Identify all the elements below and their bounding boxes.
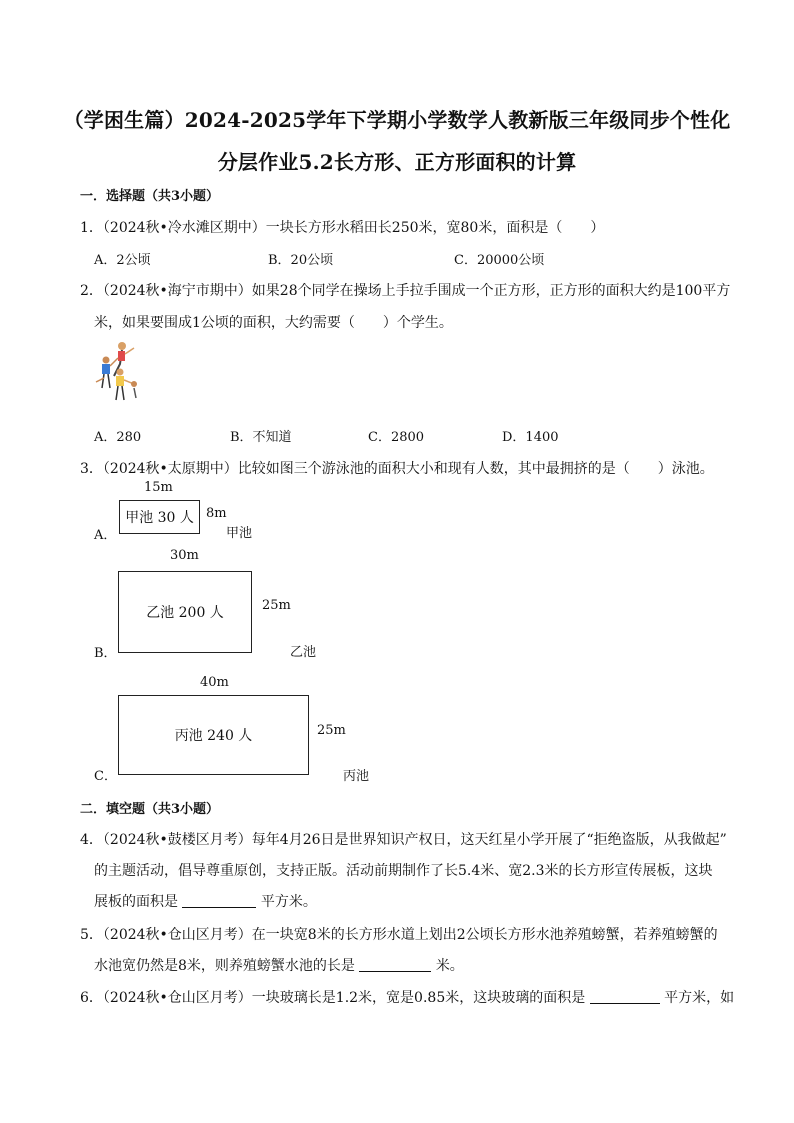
pool-c-option-letter: C．: [94, 769, 117, 784]
pool-b-height-label: 25m: [262, 598, 291, 613]
q5-text-after-blank: 米。: [435, 958, 464, 974]
q1-option-b: B．20公顷: [268, 253, 334, 268]
q1-option-c: C．20000公顷: [454, 253, 545, 268]
question-2-stem-line1: 2．（2024秋•海宁市期中）如果28个同学在操场上手拉手围成一个正方形，正方形的面积大约是100平方: [80, 283, 731, 299]
section-heading-choice: 一．选择题（共3小题）: [80, 189, 220, 204]
pool-a-rect: [119, 500, 200, 534]
question-2-stem-line2: 米，如果要围成1公顷的面积，大约需要（ ）个学生。: [94, 315, 453, 331]
q2-option-d: D．1400: [502, 430, 559, 445]
pool-a-name: 甲池: [226, 526, 253, 541]
q2-option-b: B．不知道: [230, 430, 292, 445]
q1-option-a: A．2公顷: [94, 253, 151, 268]
q6-text-after-blank: 平方米，如: [664, 990, 735, 1006]
pool-c-width-label: 40m: [200, 675, 229, 690]
question-5-line1: 5．（2024秋•仓山区月考）在一块宽8米的长方形水道上划出2公顷长方形水池养殖螃蟹，若养殖螃蟹的: [80, 927, 718, 943]
pool-c-height-label: 25m: [317, 723, 346, 738]
q6-text-before-blank: 6．（2024秋•仓山区月考）一块玻璃长是1.2米，宽是0.85米，这块玻璃的面积是: [80, 990, 586, 1006]
pool-b-width-label: 30m: [170, 548, 199, 563]
children-illustration: [92, 338, 142, 404]
q2-option-c: C．2800: [368, 430, 425, 445]
q4-answer-blank[interactable]: [182, 893, 256, 908]
q6-answer-blank[interactable]: [590, 989, 660, 1004]
q4-text-before-blank: 展板的面积是: [94, 894, 178, 910]
pool-a-width-label: 15m: [144, 480, 173, 495]
question-6-line1: [80, 987, 734, 1007]
pool-c-inner-label: 丙池 240 人: [174, 728, 253, 744]
question-4-line1: 4．（2024秋•鼓楼区月考）每年4月26日是世界知识产权日，这天红星小学开展了“拒绝盗版，从我做起”: [80, 832, 727, 848]
pool-b-option-letter: B．: [94, 646, 117, 661]
question-4-line2: 的主题活动，倡导尊重原创，支持正版。活动前期制作了长5.4米、宽2.3米的长方形宣传展板，这块: [94, 863, 713, 879]
pool-b-inner-label: 乙池 200 人: [146, 605, 224, 621]
pool-b-rect: [118, 571, 252, 653]
q4-text-after-blank: 平方米。: [260, 894, 317, 910]
question-1-stem: 1．（2024秋•冷水滩区期中）一块长方形水稻田长250米，宽80米，面积是（ ）: [80, 220, 605, 236]
q5-answer-blank[interactable]: [359, 957, 431, 972]
pool-c-rect: [118, 695, 309, 775]
pool-c-name: 丙池: [343, 769, 370, 784]
pool-a-inner-label: 甲池 30 人: [125, 510, 194, 526]
pool-a-height-label: 8m: [206, 506, 227, 521]
pool-b-name: 乙池: [290, 645, 317, 660]
q5-text-before-blank: 水池宽仍然是8米，则养殖螃蟹水池的长是: [94, 958, 355, 974]
q2-option-a: A．280: [94, 430, 142, 445]
question-4-line3: [94, 891, 317, 911]
question-3-stem: 3．（2024秋•太原期中）比较如图三个游泳池的面积大小和现有人数，其中最拥挤的是（ ）泳池。: [80, 461, 714, 477]
pool-a-option-letter: A．: [94, 528, 117, 543]
question-5-line2: [94, 955, 464, 975]
page-title-line2: 分层作业5.2长方形、正方形面积的计算: [217, 150, 577, 174]
section-heading-fill: 二．填空题（共3小题）: [80, 802, 220, 817]
page-title-line1: （学困生篇）2024-2025学年下学期小学数学人教新版三年级同步个性化: [63, 108, 731, 132]
